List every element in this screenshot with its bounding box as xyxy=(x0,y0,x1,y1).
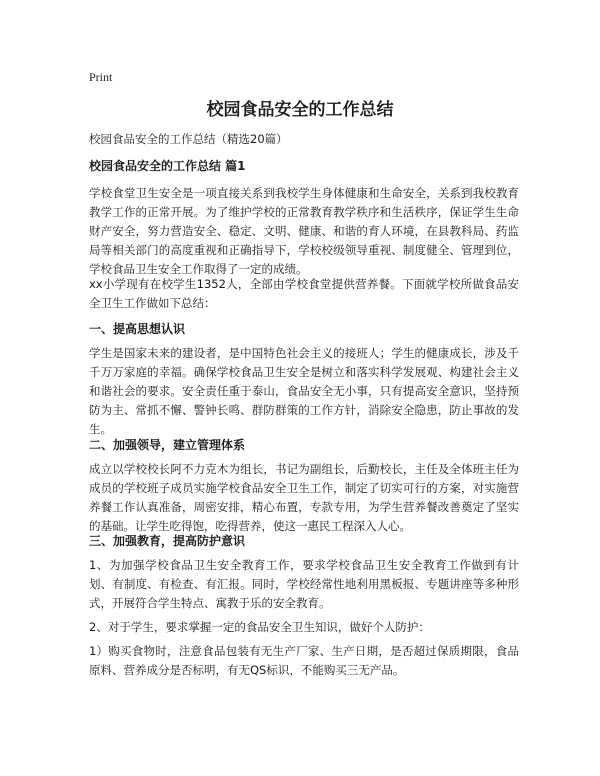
paragraph-4: 成立以学校校长阿不力克木为组长，书记为副组长，后勤校长，主任及全体班主任为成员的学校班子成员实施学校食品安全卫生工作，制定了切实可行的方案，对实施营养餐工作认真准备，周密安排，精心布置，专款专用，为学生营养餐改善奠定了坚实的基础。让学生吃得饱，吃得营养，使这一惠民工程深入人心。 xyxy=(89,462,519,533)
paragraph-6: 2、对于学生，要求掌握一定的食品安全卫生知识，做好个人防护： xyxy=(89,620,430,634)
paragraph-3: 学生是国家未来的建设者，是中国特色社会主义的接班人；学生的健康成长，涉及千千万万家庭的幸福。确保学校食品卫生安全是树立和落实科学发展观、构建社会主义和谐社会的要求。安全责任重于泰山，食品安全无小事，只有提高安全意识，坚持预防为主、常抓不懈、警钟长鸣、群防群策的工作方针，消除安全隐患，防止事故的发生。 xyxy=(89,346,519,436)
subtitle: 校园食品安全的工作总结（精选20篇） xyxy=(89,132,288,146)
article-heading: 校园食品安全的工作总结 篇1 xyxy=(89,159,246,173)
section-heading-2: 二、加强领导，建立管理体系 xyxy=(89,438,246,452)
paragraph-2: xx小学现有在校学生1352人，全部由学校食堂提供营养餐。下面就学校所做食品安全卫生工作做如下总结： xyxy=(89,277,519,310)
paragraph-1: 学校食堂卫生安全是一项直接关系到我校学生身体健康和生命安全，关系到我校教育教学工作的正常开展。为了维护学校的正常教育教学秩序和生活秩序，保证学生生命财产安全，努力营造安全、稳定、文明、健康、和谐的育人环境，在县教科局、药监局等相关部门的高度重视和正确指导下，学校校级领导重视、制度健全、管理到位，学校食品卫生安全工作取得了一定的成绩。 xyxy=(89,186,519,276)
section-heading-1: 一、提高思想认识 xyxy=(89,322,186,336)
page-title: 校园食品安全的工作总结 xyxy=(206,100,394,120)
paragraph-5: 1、为加强学校食品卫生安全教育工作，要求学校食品卫生安全教育工作做到有计划、有制度、有检查、有汇报。同时，学校经常性地利用黑板报、专题讲座等多种形式，开展符合学生特点、寓教于乐的安全教育。 xyxy=(89,558,519,610)
section-heading-3: 三、加强教育，提高防护意识 xyxy=(89,534,246,548)
paragraph-7: 1）购买食物时，注意食品包装有无生产厂家、生产日期，是否超过保质期限，食品原料、营养成分是否标明，有无QS标识，不能购买三无产品。 xyxy=(89,644,519,677)
print-link[interactable]: Print xyxy=(89,70,113,84)
